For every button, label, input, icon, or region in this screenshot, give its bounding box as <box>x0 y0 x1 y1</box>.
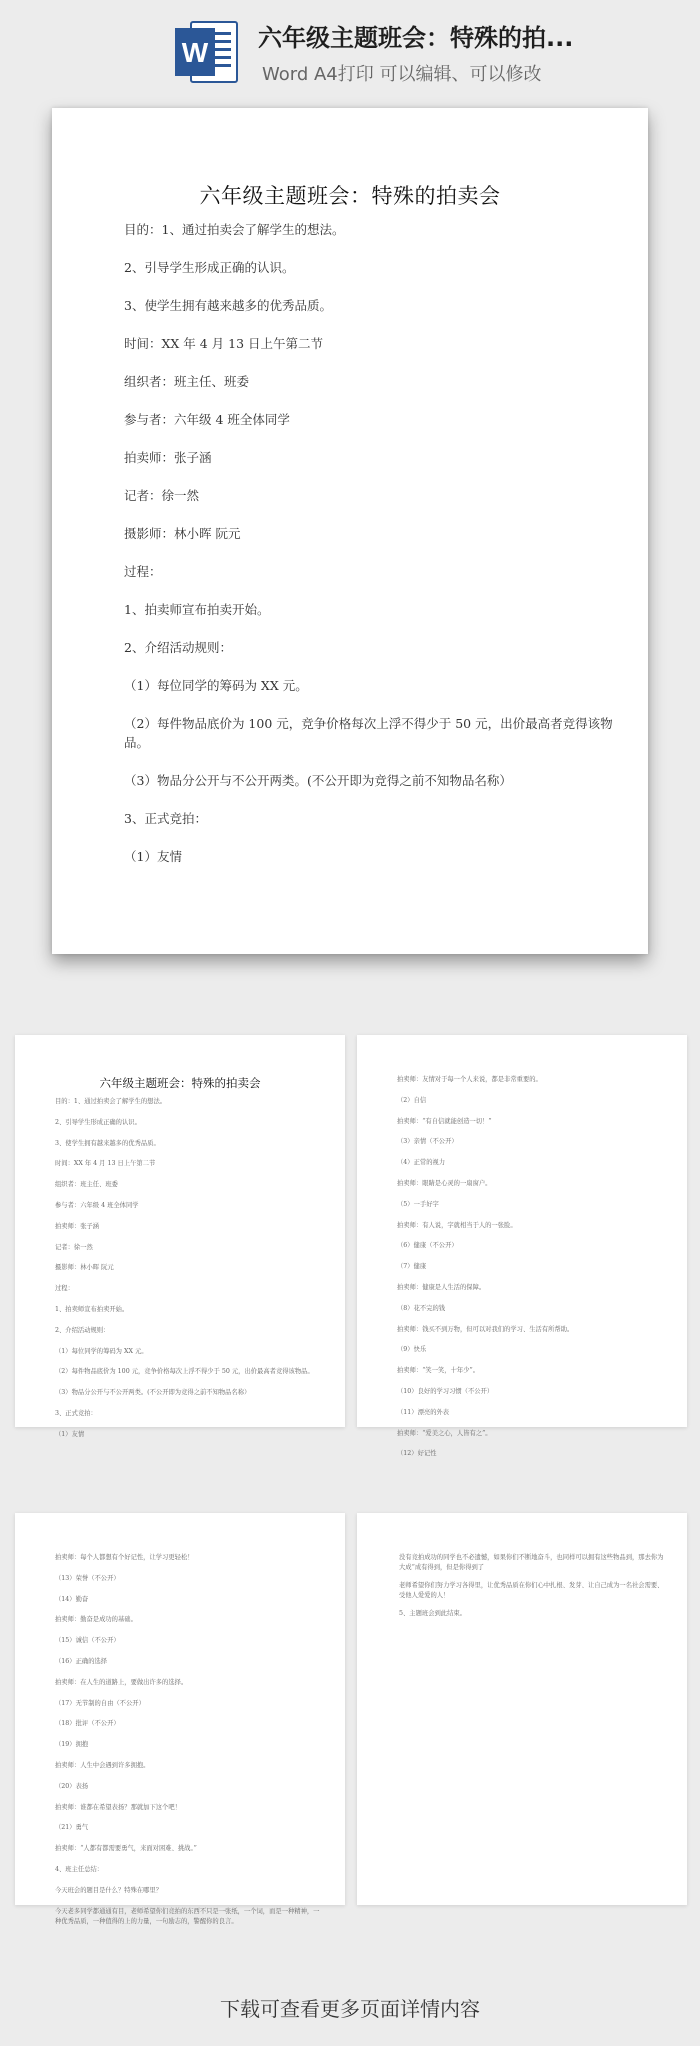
svg-text:W: W <box>181 37 209 68</box>
thumbnail-body <box>55 1553 323 1937</box>
page-body <box>124 220 614 885</box>
body-line: （1）友情 <box>124 849 182 864</box>
thumbnail-line: 拍卖师：在人生的道路上，要做出许多的选择。 <box>55 1678 188 1686</box>
thumbnail-line: 2、介绍活动规则： <box>55 1326 110 1334</box>
thumbnail-line: （18）批评（不公开） <box>55 1720 120 1728</box>
body-line: 3、正式竞拍： <box>124 811 207 826</box>
body-line: （2）每件物品底价为 100 元，竞争价格每次上浮不得少于 50 元，出价最高者竞得该物品。 <box>124 716 613 750</box>
body-line: 2、引导学生形成正确的认识。 <box>124 260 295 275</box>
thumbnail-line: （7）健康 <box>397 1263 427 1271</box>
download-more-link[interactable]: 下载可查看更多页面详情内容 <box>220 1997 480 2021</box>
thumbnail-line: 拍卖师：勤奋是成功的基础。 <box>55 1616 137 1624</box>
thumbnail-body <box>55 1097 323 1451</box>
thumbnail-line: 拍卖师：张子涵 <box>55 1222 100 1230</box>
thumbnail-line: （17）无节制的自由（不公开） <box>55 1699 145 1707</box>
body-line: 时间：XX 年 4 月 13 日上午第二节 <box>124 336 324 351</box>
thumbnail-line: 拍卖师：谁都在希望表扬？那就加下这个吧！ <box>55 1803 181 1811</box>
thumbnail-line: 老师希望你们努力学习各得里，让优秀品质在你们心中扎根、发芽、让自己成为一名社会需要、受他人爱爱的人！ <box>399 1582 664 1599</box>
thumbnail-line: 今天班会的题目是什么？特殊在哪里？ <box>55 1886 163 1894</box>
thumbnail-line: 拍卖师：健康是人生活的保障。 <box>397 1283 486 1291</box>
thumbnail-line: （3）亲情（不公开） <box>397 1138 458 1146</box>
thumbnail-line: 今天老多同学都通通有目，老师希望你们竞拍的东西不只是一张纸，一个词，而是一种精神，一种优秀品质，一种值得的上的力量，一句励志的，警醒你的良言。 <box>55 1907 320 1925</box>
thumbnail-line: 3、正式竞拍： <box>55 1409 97 1417</box>
thumbnail-line: （16）正确的选择 <box>55 1657 108 1665</box>
thumbnail-body <box>397 1075 665 1470</box>
thumbnail-line: （2）自信 <box>397 1096 427 1104</box>
body-line: 摄影师：林小晖 阮元 <box>124 526 241 541</box>
thumbnail-line: （10）良好的学习习惯（不公开） <box>397 1387 494 1395</box>
body-line: （3）物品分公开与不公开两类。(不公开即为竞得之前不知物品名称） <box>124 773 512 788</box>
thumbnail-line: （4）正常的视力 <box>397 1159 446 1167</box>
thumbnail-line: 拍卖师：“爱美之心，人皆有之”。 <box>397 1429 492 1437</box>
thumbnail-line: （5）一手好字 <box>397 1200 439 1208</box>
thumbnail-line: （13）荣誉（不公开） <box>55 1574 120 1582</box>
thumbnail-line: 拍卖师：人生中会遇到许多拥抱。 <box>55 1761 150 1769</box>
thumbnail-line: 过程： <box>55 1285 74 1293</box>
body-line: 2、介绍活动规则： <box>124 640 232 655</box>
body-line: 1、拍卖师宣布拍卖开始。 <box>124 602 270 617</box>
thumbnail-line: （20）表扬 <box>55 1782 89 1790</box>
thumbnail-line: 摄影师：林小晖 阮元 <box>55 1264 114 1272</box>
body-line: 过程： <box>124 564 162 579</box>
thumbnail-line: 记者：徐一然 <box>55 1243 93 1251</box>
thumbnail-line: 拍卖师：“笑一笑，十年少”。 <box>397 1367 480 1375</box>
thumbnail-line: 拍卖师：钱买不到万物，但可以对我们的学习、生活有所帮助。 <box>397 1325 574 1333</box>
body-line: 记者：徐一然 <box>124 488 200 503</box>
header-banner <box>0 0 700 100</box>
thumbnail-line: 拍卖师：友情对于每一个人来说，都是非常重要的。 <box>397 1076 542 1083</box>
thumbnail-line: （9）快乐 <box>397 1346 427 1354</box>
body-line: （1）每位同学的筹码为 XX 元。 <box>124 678 308 693</box>
thumbnail-line: 4、班主任总结： <box>55 1865 104 1873</box>
word-icon <box>173 18 239 86</box>
thumbnail-line: （12）好记性 <box>397 1450 437 1458</box>
thumbnail-body <box>399 1553 667 1627</box>
thumbnail-line: 参与者：六年级 4 班全体同学 <box>55 1201 139 1209</box>
body-line: 3、使学生拥有越来越多的优秀品质。 <box>124 298 332 313</box>
thumbnail-line: （8）花不完的钱 <box>397 1304 446 1312</box>
thumbnail-title: 六年级主题班会：特殊的拍卖会 <box>99 1076 261 1090</box>
page-thumbnail-1[interactable] <box>15 1035 345 1438</box>
body-line: 参与者：六年级 4 班全体同学 <box>124 412 290 427</box>
thumbnail-line: 拍卖师：有人说，字就相当于人的一张脸。 <box>397 1221 517 1229</box>
thumbnail-line: 时间：XX 年 4 月 13 日上午第二节 <box>55 1160 156 1168</box>
thumbnail-line: （2）每件物品底价为 100 元，竞争价格每次上浮不得少于 50 元，出价最高者竞得该物品。 <box>55 1368 314 1376</box>
page-thumbnail-3[interactable] <box>15 1513 345 1925</box>
thumbnail-line: （15）诚信（不公开） <box>55 1637 120 1645</box>
document-title: 六年级主题班会：特殊的拍... <box>258 24 574 52</box>
page-thumbnail-2[interactable] <box>357 1035 687 1458</box>
thumbnail-line: 拍卖师：“人都有都需要勇气，来面对困难、挑战。” <box>55 1845 197 1853</box>
thumbnail-line: 3、使学生拥有越来越多的优秀品质。 <box>55 1139 160 1147</box>
page-thumbnail-4[interactable] <box>357 1513 687 1905</box>
thumbnail-line: （3）物品分公开与不公开两类。(不公开即为竞得之前不知物品名称） <box>55 1389 251 1397</box>
body-line: 拍卖师：张子涵 <box>124 450 212 465</box>
page-title: 六年级主题班会：特殊的拍卖会 <box>199 184 501 208</box>
document-subtitle: Word A4打印 可以编辑、可以修改 <box>262 64 542 85</box>
thumbnail-line: 没有竞拍成功的同学也不必遗憾，如果你们不断地奋斗，也同样可以拥有这些物品到，那去你为大成“成有得到，但是你得到了 <box>399 1554 664 1571</box>
thumbnail-line: 拍卖师：“有自信就能创造一切！” <box>397 1117 492 1125</box>
thumbnail-line: （14）勤奋 <box>55 1595 89 1603</box>
thumbnail-line: （1）每位同学的筹码为 XX 元。 <box>55 1347 148 1355</box>
thumbnail-line: 5、主题班会到此结束。 <box>399 1610 466 1617</box>
thumbnail-line: 拍卖师：眼睛是心灵的一扇窗户。 <box>397 1179 492 1187</box>
thumbnail-line: （19）拥抱 <box>55 1741 89 1749</box>
thumbnail-line: （6）健康（不公开） <box>397 1242 458 1250</box>
main-page-preview <box>52 108 648 954</box>
thumbnail-line: 组织者：班主任、班委 <box>55 1181 118 1189</box>
thumbnail-line: 拍卖师：每个人都想有个好记性，让学习更轻松！ <box>55 1554 194 1561</box>
thumbnail-line: （11）漂亮的外表 <box>397 1408 450 1416</box>
body-line: 组织者：班主任、班委 <box>124 374 250 389</box>
thumbnail-line: （1）友情 <box>55 1430 85 1438</box>
body-line: 目的：1、通过拍卖会了解学生的想法。 <box>124 222 345 237</box>
thumbnail-line: 2、引导学生形成正确的认识。 <box>55 1118 141 1126</box>
thumbnail-line: 1、拍卖师宣布拍卖开始。 <box>55 1305 129 1313</box>
thumbnail-line: （21）勇气 <box>55 1824 89 1832</box>
thumbnail-line: 目的：1、通过拍卖会了解学生的想法。 <box>55 1098 167 1105</box>
